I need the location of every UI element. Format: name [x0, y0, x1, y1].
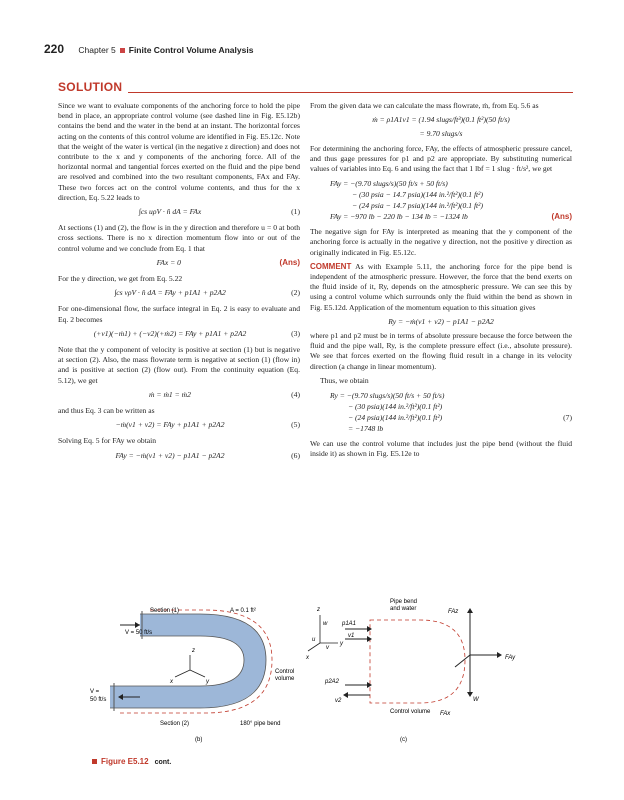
svg-text:W: W — [473, 697, 479, 703]
equation-fay: FAy = −(9.70 slugs/s)(50 ft/s + 50 ft/s) − (30 psia − 14.7 psia)(144 in.²/ft²)(0.1 ft²) − (24 psia − 14.7 psia)(144 in.²/ft²)(0.1 ft²) FAy = −970 lb − 220 lb − 134 lb = −1324 lb (Ans) — [330, 179, 572, 222]
svg-text:v2: v2 — [335, 698, 342, 704]
control-volume-label: Control — [275, 669, 295, 675]
paragraph: For the y direction, we get from Eq. 5.22 — [58, 274, 183, 284]
paragraph: At sections (1) and (2), the flow is in the y direction and therefore u = 0 at both cross sections. There is no x direction momentum flow into or out of the control volume and we conclude from Eq. 1 that — [58, 223, 300, 253]
equation-ry: Ry = −ṁ(v1 + v2) − p1A1 − p2A2 — [388, 316, 494, 326]
equation-5: −ṁ(v1 + v2) = FAy + p1A1 + p2A2 (5) — [115, 420, 300, 430]
equation-ans-fax: FAx = 0 (Ans) — [156, 257, 300, 267]
pipe-bend-label: Pipe bend — [390, 599, 418, 605]
square-bullet-icon — [92, 759, 97, 764]
figure-caption: Figure E5.12 cont. — [92, 757, 171, 766]
paragraph: Since we want to evaluate components of the anchoring force to hold the pipe bend in place, an appropriate control volume (see dashed line in Fig. E5.12b) contains the bend and the water in the bend at an instant. The horizontal forces acting on the contents of this control volume are identified in Fig. E5.12c. Note that the weight of the water is vertical (in the negative z direction) and does not contribute to the x and y components of the anchoring force. All of the horizontal normal and tangential forces exerted on the fluid and the pipe bend are resolved and combined into the two resultant components, FAx and FAy. These two forces act on the control volume contents, and thus for the x direction, Eq. 5.22 leads to — [58, 101, 300, 202]
chapter-label: Chapter 5 — [78, 45, 116, 55]
paragraph: From the given data we can calculate the mass flowrate, ṁ, from Eq. 5.6 as — [310, 101, 539, 110]
svg-text:x: x — [170, 679, 173, 685]
comment-paragraph: COMMENT As with Example 5.11, the anchoring force for the pipe bend is independent of the atmospheric pressure. However, the force that the bend exerts on the fluid inside of it, Ry, depends on the atmospheric pressure. We can see this by using a control volume which surrounds only the fluid within the bend as shown in Fig. E5.12d. Application of the momentum equation to this situation gives — [310, 261, 572, 312]
svg-text:v1: v1 — [348, 633, 355, 639]
equation-7: Ry = −(9.70 slugs/s)(50 ft/s + 50 ft/s) − (30 psia)(144 in.²/ft²)(0.1 ft²) − (24 psia)(144 in.²/ft²)(0.1 ft²) (7) = −1748 lb — [330, 391, 572, 434]
velocity-top-label: V = 50 ft/s — [125, 630, 153, 636]
svg-text:z: z — [192, 648, 195, 654]
equation-6: FAy = −ṁ(v1 + v2) − p1A1 − p2A2 (6) — [115, 450, 300, 460]
section-1-label: Section (1) — [150, 608, 180, 614]
paragraph: where p1 and p2 must be in terms of absolute pressure because the force between the fluid and the pipe wall, Ry, is the complete pressure effect (i.e., absolute pressure). We see that forces exerted on the flowing fluid result in a change in its velocity direction (a change in linear momentum). — [310, 331, 572, 371]
solution-heading: SOLUTION — [58, 80, 123, 94]
paragraph: Solving Eq. 5 for FAy we obtain — [58, 436, 157, 446]
svg-text:FAy: FAy — [505, 655, 516, 661]
svg-text:y: y — [206, 679, 209, 685]
svg-text:u: u — [312, 637, 316, 643]
paragraph: For determining the anchoring force, FAy, the effects of atmospheric pressure cancel, and thus gage pressures for p1 and p2 are appropriate. By substituting numerical values of variables into Eq. 6 and using the fact that 1 lbf = 1 slug · ft/s², we get — [310, 143, 572, 174]
paragraph: We can use the control volume that includes just the pipe bend (without the fluid inside it) as shown in Fig. E5.12e to — [310, 439, 572, 459]
equation-mass-flow-result: = 9.70 slugs/s — [419, 129, 463, 139]
axes-triad — [305, 607, 344, 661]
free-body-diagram — [324, 599, 516, 743]
equation-4: ṁ = ṁ1 = ṁ2 (4) — [149, 389, 300, 399]
paragraph: Thus, we obtain — [320, 375, 369, 385]
equation-mass-flow: ṁ = ρ1A1v1 = (1.94 slugs/ft³)(0.1 ft²)(50 ft/s) — [372, 115, 510, 125]
equation-3: (+v1)(−ṁ1) + (−v2)(+ṁ2) = FAy + p1A1 + p2A2 (3) — [93, 328, 300, 338]
left-column — [58, 101, 300, 467]
section-2-label: Section (2) — [160, 721, 190, 727]
control-volume-label-2: volume — [275, 676, 295, 682]
square-bullet-icon — [120, 48, 125, 53]
velocity-bottom-label: V = — [90, 689, 100, 695]
running-header — [44, 42, 253, 56]
svg-text:and water: and water — [390, 606, 417, 612]
paragraph: For one-dimensional flow, the surface integral in Eq. 2 is easy to evaluate and Eq. 2 becomes — [58, 304, 300, 324]
figure-e5-12 — [80, 585, 580, 745]
page-number: 220 — [44, 42, 65, 56]
equation-2: ∫cs vρV · n̂ dA = FAy + p1A1 + p2A2 (2) — [114, 288, 300, 298]
svg-text:z: z — [317, 607, 320, 613]
svg-text:p2A2: p2A2 — [325, 679, 340, 685]
heading-rule — [128, 92, 573, 93]
right-column — [310, 101, 572, 463]
svg-text:v: v — [326, 645, 329, 651]
chapter-title: Finite Control Volume Analysis — [128, 45, 254, 55]
paragraph: Note that the y component of velocity is positive at section (1) but is negative at section (2). Also, the mass flowrate term is negative at section (1) (flow in) and is positive at section (2) (flow out). From the continuity equation (Eq. 5.12), we get — [58, 345, 300, 385]
bend-label: 180° pipe bend — [240, 721, 281, 727]
area-label: A = 0.1 ft² — [230, 608, 256, 614]
paragraph: and thus Eq. 3 can be written as — [58, 406, 155, 416]
control-volume-c-label: Control volume — [390, 709, 431, 715]
velocity-bottom-value: 50 ft/s — [90, 697, 107, 703]
svg-text:FAx: FAx — [440, 711, 451, 717]
svg-text:y: y — [340, 641, 343, 647]
pipe-bend-diagram — [90, 608, 295, 743]
equation-1: ∫cs uρV · n̂ dA = FAx (1) — [138, 207, 300, 217]
svg-text:FAz: FAz — [448, 609, 459, 615]
paragraph: The negative sign for FAy is interpreted as meaning that the y component of the anchoring force is actually in the negative y direction, not the positive y direction as originally indicated in Fig. E5.12c. — [310, 227, 572, 257]
part-b-label: (b) — [195, 737, 203, 743]
svg-text:w: w — [323, 621, 328, 627]
svg-text:x: x — [306, 655, 309, 661]
part-c-label: (c) — [400, 737, 407, 743]
svg-text:p1A1: p1A1 — [342, 621, 357, 627]
